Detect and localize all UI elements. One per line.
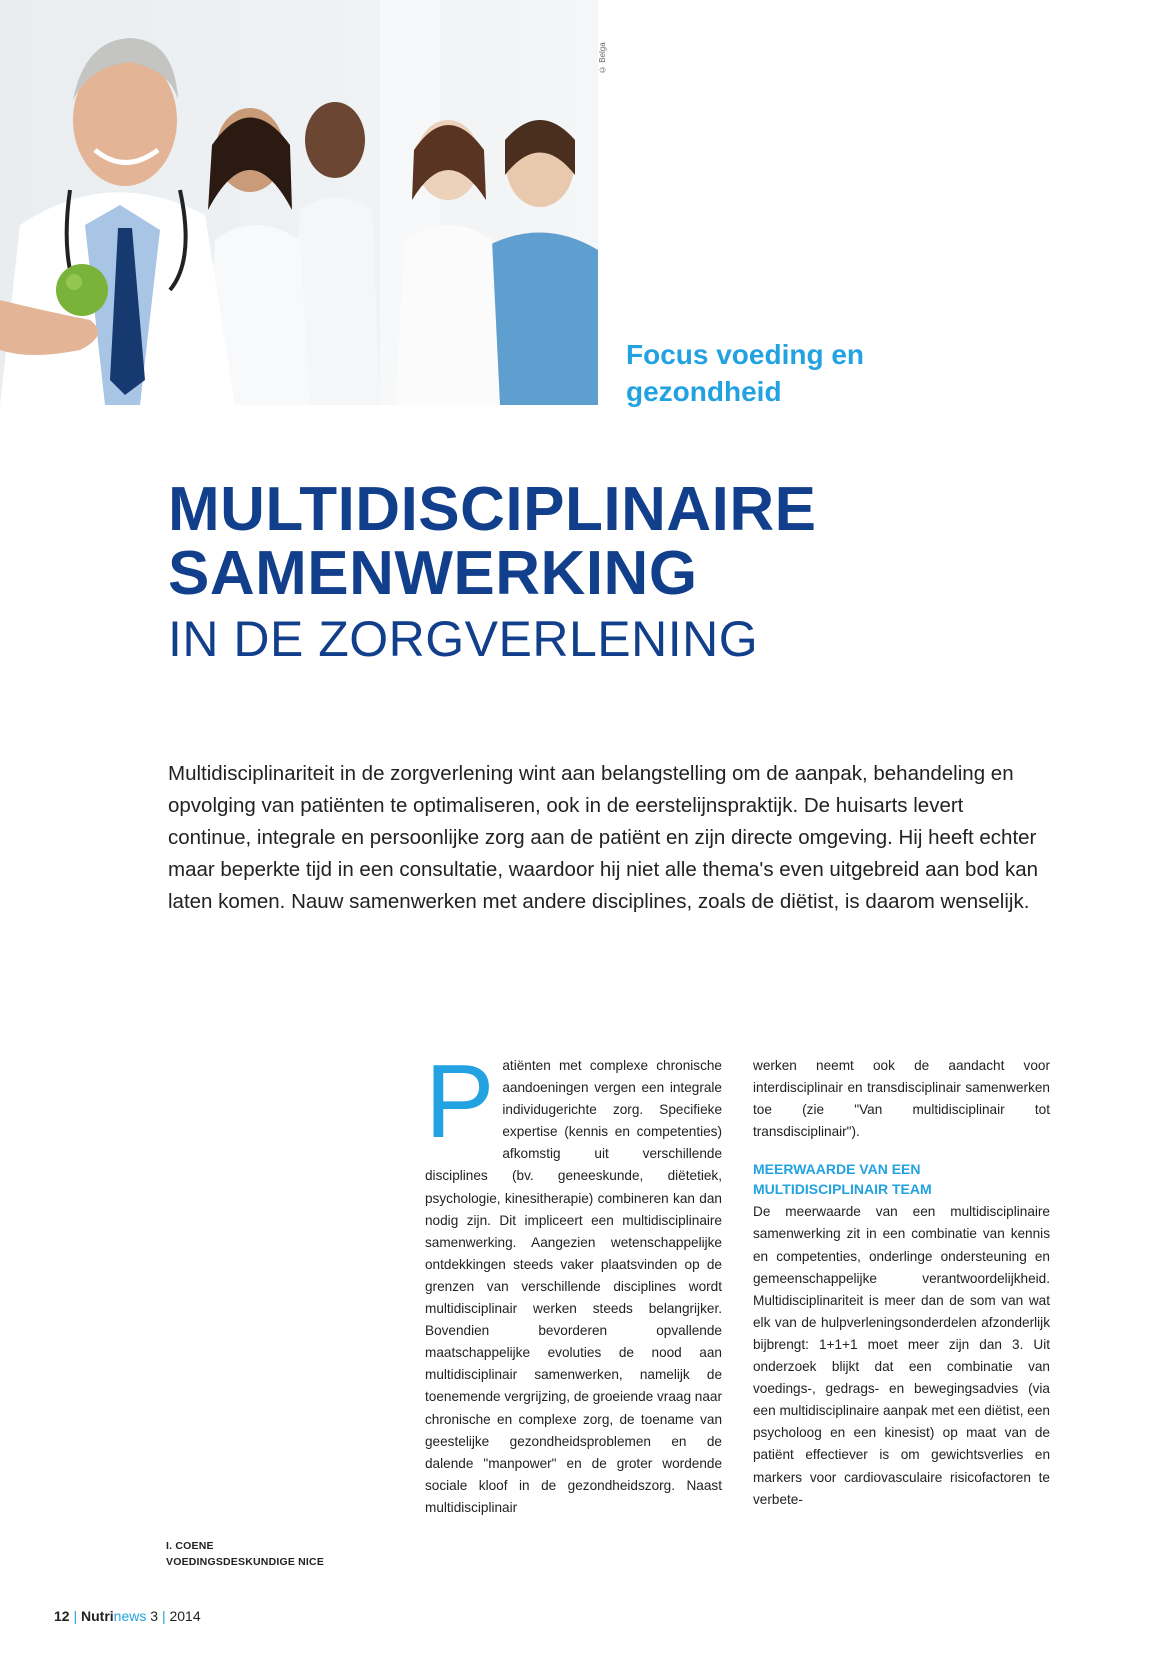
issue-year: 2014: [169, 1608, 201, 1624]
article-column-2: [753, 1055, 1050, 1511]
magazine-name-a: Nutri: [81, 1608, 114, 1624]
photo-credit: © Belga: [598, 42, 607, 74]
headline-subtitle: IN DE ZORGVERLENING: [168, 611, 759, 667]
article-subheading: [753, 1159, 1050, 1199]
footer-separator-2: |: [161, 1608, 166, 1624]
article-column-1: [425, 1044, 722, 1519]
article-subheading-line-1: MEERWAARDE VAN EEN: [753, 1161, 921, 1178]
intro-paragraph: Multidisciplinariteit in de zorgverlening wint aan belangstelling om de aanpak, behandeling en opvolging van patiënten te optimaliseren, ook in de eerstelijnspraktijk. De huisarts levert continue, integrale en persoonlijke zorg aan de patiënt en zijn directe omgeving. Hij heeft echter maar beperkte tijd in een consultatie, waardoor hij niet alle thema's even uitgebreid aan bod kan laten komen. Nauw samenwerken met andere disciplines, zoals de diëtist, is daarom wenselijk.: [168, 762, 1039, 913]
author-block: [166, 1538, 324, 1570]
author-role: VOEDINGSDESKUNDIGE NICE: [166, 1556, 325, 1568]
article-paragraph-3: De meerwaarde van een multidisciplinaire samenwerking zit in een combinatie van kennis en competenties, onderlinge ondersteuning en gemeenschappelijke verantwoordelijkheid. Multidisciplinariteit is meer dan de som van wat elk van de hulpverleningsonderdelen afzonderlijk bijbrengt: 1+1+1 moet meer zijn dan 3. Uit onderzoek blijkt dat een combinatie van voedings-, gedrags- en bewegingsadvies (via een multidisciplinaire aanpak met een diëtist, een psycholoog en een kinesist) op maat van de patiënt effectiever is om gewichtsverlies en markers voor cardiovasculaire risicofactoren te verbete-: [753, 1204, 1050, 1507]
page-footer: [54, 1608, 201, 1624]
issue-number: 3: [150, 1608, 159, 1624]
magazine-name-b: news: [113, 1608, 147, 1624]
headline-line-2: SAMENWERKING: [168, 539, 698, 608]
headline: [168, 475, 1088, 668]
footer-separator-1: |: [73, 1608, 78, 1624]
article-paragraph-1: atiënten met complexe chronische aandoeningen vergen een integrale individugerichte zorg. Specifieke expertise (kennis en competenties) afkomstig uit verschillende disciplines (bv. geneeskunde, diëtetiek, psychologie, kinesitherapie) combineren kan dan nodig zijn. Dit impliceert een multidisciplinaire samenwerking. Aangezien wetenschappelijke ontdekkingen steeds vaker plaatsvinden op de grenzen van verschillende disciplines wordt multidisciplinair werken steeds belangrijker. Bovendien bevorderen opvallende maatschappelijke evoluties de nood aan multidisciplinair samenwerken, namelijk de toenemende vergrijzing, de groeiende vraag naar chronische en complexe zorg, de toename van geestelijke gezondheidsproblemen en de dalende "manpower" en de groter wordende sociale kloof in de gezondheidszorg. Naast multidisciplinair: [425, 1058, 722, 1515]
page-number: 12: [54, 1608, 70, 1624]
headline-line-1: MULTIDISCIPLINAIRE: [168, 475, 817, 544]
article-subheading-line-2: MULTIDISCIPLINAIR TEAM: [753, 1181, 932, 1198]
hero-photo: [0, 0, 598, 405]
drop-cap: P: [425, 1044, 495, 1160]
section-label: Focus voeding en gezondheid: [626, 339, 865, 407]
medical-team-illustration: [0, 0, 598, 405]
author-name: I. COENE: [166, 1540, 214, 1552]
article-paragraph-2: werken neemt ook de aandacht voor interdisciplinair en transdisciplinair samenwerken toe (zie "Van multidisciplinair tot transdisciplinair").: [753, 1058, 1050, 1140]
